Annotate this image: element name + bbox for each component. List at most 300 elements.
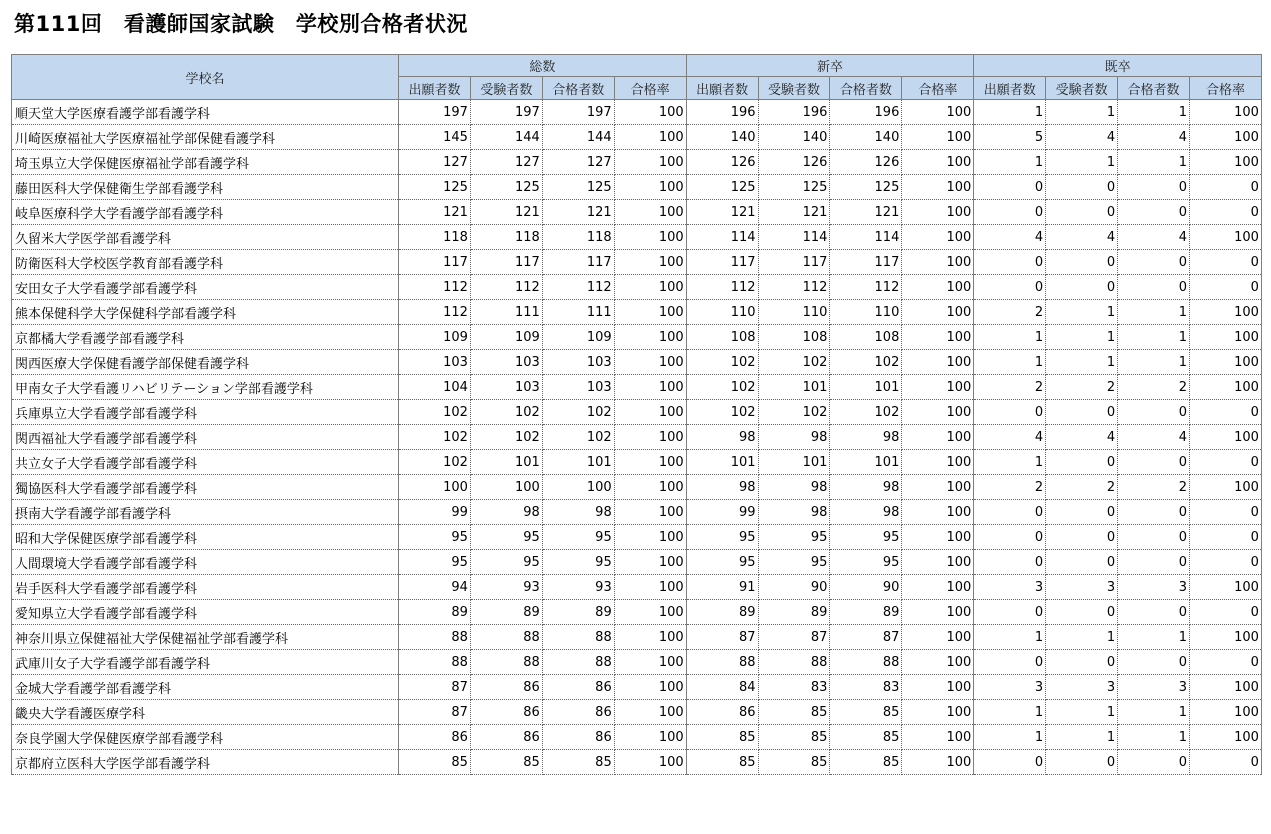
value-cell[interactable]: 100 bbox=[1190, 625, 1262, 650]
value-cell[interactable]: 0 bbox=[1118, 250, 1190, 275]
table-row[interactable] bbox=[12, 275, 1262, 300]
value-cell[interactable]: 98 bbox=[470, 500, 542, 525]
value-cell[interactable]: 1 bbox=[1118, 725, 1190, 750]
value-cell[interactable]: 88 bbox=[399, 650, 471, 675]
value-cell[interactable]: 100 bbox=[1190, 225, 1262, 250]
value-cell[interactable]: 100 bbox=[614, 550, 686, 575]
value-cell[interactable]: 121 bbox=[399, 200, 471, 225]
value-cell[interactable]: 100 bbox=[614, 425, 686, 450]
value-cell[interactable]: 85 bbox=[686, 725, 758, 750]
value-cell[interactable]: 100 bbox=[902, 600, 974, 625]
value-cell[interactable]: 100 bbox=[614, 400, 686, 425]
value-cell[interactable]: 100 bbox=[902, 750, 974, 775]
value-cell[interactable]: 121 bbox=[830, 200, 902, 225]
value-cell[interactable]: 100 bbox=[614, 725, 686, 750]
value-cell[interactable]: 0 bbox=[1190, 275, 1262, 300]
value-cell[interactable]: 100 bbox=[902, 500, 974, 525]
value-cell[interactable]: 0 bbox=[1190, 200, 1262, 225]
value-cell[interactable]: 100 bbox=[902, 725, 974, 750]
value-cell[interactable]: 108 bbox=[830, 325, 902, 350]
school-name-cell[interactable]: 京都橘大学看護学部看護学科 bbox=[12, 325, 399, 350]
school-name-cell[interactable]: 愛知県立大学看護学部看護学科 bbox=[12, 600, 399, 625]
school-name-cell[interactable]: 安田女子大学看護学部看護学科 bbox=[12, 275, 399, 300]
value-cell[interactable]: 100 bbox=[902, 650, 974, 675]
value-cell[interactable]: 117 bbox=[399, 250, 471, 275]
value-cell[interactable]: 0 bbox=[1118, 550, 1190, 575]
column-header[interactable]: 合格者数 bbox=[1118, 77, 1190, 100]
value-cell[interactable]: 110 bbox=[686, 300, 758, 325]
value-cell[interactable]: 100 bbox=[1190, 425, 1262, 450]
column-header[interactable]: 受験者数 bbox=[470, 77, 542, 100]
table-row[interactable] bbox=[12, 425, 1262, 450]
value-cell[interactable]: 102 bbox=[470, 425, 542, 450]
column-header[interactable]: 出願者数 bbox=[399, 77, 471, 100]
table-row[interactable] bbox=[12, 375, 1262, 400]
value-cell[interactable]: 85 bbox=[758, 700, 830, 725]
value-cell[interactable]: 1 bbox=[1118, 300, 1190, 325]
value-cell[interactable]: 88 bbox=[686, 650, 758, 675]
value-cell[interactable]: 95 bbox=[399, 525, 471, 550]
value-cell[interactable]: 88 bbox=[830, 650, 902, 675]
value-cell[interactable]: 144 bbox=[470, 125, 542, 150]
value-cell[interactable]: 86 bbox=[470, 725, 542, 750]
school-name-cell[interactable]: 畿央大学看護医療学科 bbox=[12, 700, 399, 725]
value-cell[interactable]: 85 bbox=[758, 750, 830, 775]
value-cell[interactable]: 0 bbox=[1118, 175, 1190, 200]
value-cell[interactable]: 98 bbox=[758, 475, 830, 500]
value-cell[interactable]: 89 bbox=[470, 600, 542, 625]
value-cell[interactable]: 100 bbox=[614, 375, 686, 400]
value-cell[interactable]: 0 bbox=[1118, 450, 1190, 475]
value-cell[interactable]: 100 bbox=[1190, 125, 1262, 150]
value-cell[interactable]: 144 bbox=[542, 125, 614, 150]
value-cell[interactable]: 0 bbox=[974, 275, 1046, 300]
value-cell[interactable]: 125 bbox=[686, 175, 758, 200]
value-cell[interactable]: 100 bbox=[902, 225, 974, 250]
value-cell[interactable]: 101 bbox=[686, 450, 758, 475]
value-cell[interactable]: 95 bbox=[542, 525, 614, 550]
value-cell[interactable]: 196 bbox=[758, 100, 830, 125]
value-cell[interactable]: 95 bbox=[470, 525, 542, 550]
value-cell[interactable]: 118 bbox=[470, 225, 542, 250]
table-row[interactable] bbox=[12, 750, 1262, 775]
value-cell[interactable]: 0 bbox=[974, 175, 1046, 200]
value-cell[interactable]: 4 bbox=[1046, 225, 1118, 250]
value-cell[interactable]: 0 bbox=[1118, 275, 1190, 300]
value-cell[interactable]: 0 bbox=[974, 200, 1046, 225]
value-cell[interactable]: 101 bbox=[830, 450, 902, 475]
value-cell[interactable]: 91 bbox=[686, 575, 758, 600]
value-cell[interactable]: 102 bbox=[686, 375, 758, 400]
value-cell[interactable]: 100 bbox=[614, 325, 686, 350]
value-cell[interactable]: 86 bbox=[470, 700, 542, 725]
column-header[interactable]: 合格率 bbox=[614, 77, 686, 100]
value-cell[interactable]: 117 bbox=[470, 250, 542, 275]
value-cell[interactable]: 100 bbox=[614, 225, 686, 250]
value-cell[interactable]: 100 bbox=[1190, 700, 1262, 725]
value-cell[interactable]: 112 bbox=[399, 275, 471, 300]
value-cell[interactable]: 0 bbox=[974, 550, 1046, 575]
value-cell[interactable]: 0 bbox=[1118, 650, 1190, 675]
value-cell[interactable]: 100 bbox=[614, 525, 686, 550]
value-cell[interactable]: 2 bbox=[1046, 475, 1118, 500]
value-cell[interactable]: 100 bbox=[902, 250, 974, 275]
value-cell[interactable]: 1 bbox=[1046, 725, 1118, 750]
value-cell[interactable]: 98 bbox=[758, 425, 830, 450]
value-cell[interactable]: 100 bbox=[614, 125, 686, 150]
value-cell[interactable]: 125 bbox=[542, 175, 614, 200]
value-cell[interactable]: 100 bbox=[902, 175, 974, 200]
value-cell[interactable]: 140 bbox=[758, 125, 830, 150]
value-cell[interactable]: 88 bbox=[542, 650, 614, 675]
value-cell[interactable]: 0 bbox=[1190, 175, 1262, 200]
value-cell[interactable]: 1 bbox=[974, 450, 1046, 475]
value-cell[interactable]: 100 bbox=[1190, 100, 1262, 125]
value-cell[interactable]: 196 bbox=[830, 100, 902, 125]
value-cell[interactable]: 125 bbox=[758, 175, 830, 200]
value-cell[interactable]: 89 bbox=[686, 600, 758, 625]
value-cell[interactable]: 101 bbox=[542, 450, 614, 475]
value-cell[interactable]: 1 bbox=[1118, 150, 1190, 175]
value-cell[interactable]: 100 bbox=[902, 325, 974, 350]
value-cell[interactable]: 103 bbox=[399, 350, 471, 375]
school-name-cell[interactable]: 熊本保健科学大学保健科学部看護学科 bbox=[12, 300, 399, 325]
value-cell[interactable]: 4 bbox=[974, 425, 1046, 450]
value-cell[interactable]: 100 bbox=[614, 275, 686, 300]
table-row[interactable] bbox=[12, 225, 1262, 250]
value-cell[interactable]: 85 bbox=[399, 750, 471, 775]
value-cell[interactable]: 126 bbox=[686, 150, 758, 175]
value-cell[interactable]: 3 bbox=[1046, 575, 1118, 600]
value-cell[interactable]: 98 bbox=[542, 500, 614, 525]
value-cell[interactable]: 98 bbox=[830, 425, 902, 450]
value-cell[interactable]: 88 bbox=[470, 625, 542, 650]
value-cell[interactable]: 0 bbox=[1190, 500, 1262, 525]
value-cell[interactable]: 100 bbox=[614, 350, 686, 375]
value-cell[interactable]: 100 bbox=[614, 250, 686, 275]
value-cell[interactable]: 100 bbox=[399, 475, 471, 500]
value-cell[interactable]: 100 bbox=[902, 475, 974, 500]
value-cell[interactable]: 101 bbox=[470, 450, 542, 475]
value-cell[interactable]: 100 bbox=[614, 600, 686, 625]
value-cell[interactable]: 5 bbox=[974, 125, 1046, 150]
value-cell[interactable]: 99 bbox=[399, 500, 471, 525]
value-cell[interactable]: 1 bbox=[1046, 300, 1118, 325]
value-cell[interactable]: 197 bbox=[470, 100, 542, 125]
value-cell[interactable]: 127 bbox=[470, 150, 542, 175]
value-cell[interactable]: 84 bbox=[686, 675, 758, 700]
value-cell[interactable]: 145 bbox=[399, 125, 471, 150]
column-header[interactable]: 出願者数 bbox=[686, 77, 758, 100]
value-cell[interactable]: 95 bbox=[399, 550, 471, 575]
value-cell[interactable]: 0 bbox=[1190, 525, 1262, 550]
value-cell[interactable]: 100 bbox=[902, 125, 974, 150]
value-cell[interactable]: 102 bbox=[686, 350, 758, 375]
value-cell[interactable]: 87 bbox=[830, 625, 902, 650]
group-header[interactable]: 既卒 bbox=[974, 55, 1262, 77]
school-name-cell[interactable]: 川崎医療福祉大学医療福祉学部保健看護学科 bbox=[12, 125, 399, 150]
school-name-cell[interactable]: 岐阜医療科学大学看護学部看護学科 bbox=[12, 200, 399, 225]
value-cell[interactable]: 0 bbox=[1118, 750, 1190, 775]
school-name-cell[interactable]: 兵庫県立大学看護学部看護学科 bbox=[12, 400, 399, 425]
value-cell[interactable]: 127 bbox=[542, 150, 614, 175]
value-cell[interactable]: 103 bbox=[470, 350, 542, 375]
value-cell[interactable]: 0 bbox=[1118, 500, 1190, 525]
value-cell[interactable]: 0 bbox=[1190, 750, 1262, 775]
table-row[interactable] bbox=[12, 400, 1262, 425]
value-cell[interactable]: 95 bbox=[686, 550, 758, 575]
value-cell[interactable]: 86 bbox=[542, 725, 614, 750]
school-name-cell[interactable]: 奈良学園大学保健医療学部看護学科 bbox=[12, 725, 399, 750]
value-cell[interactable]: 85 bbox=[830, 725, 902, 750]
value-cell[interactable]: 0 bbox=[1046, 750, 1118, 775]
school-name-cell[interactable]: 共立女子大学看護学部看護学科 bbox=[12, 450, 399, 475]
value-cell[interactable]: 109 bbox=[470, 325, 542, 350]
value-cell[interactable]: 103 bbox=[470, 375, 542, 400]
value-cell[interactable]: 0 bbox=[974, 500, 1046, 525]
table-row[interactable] bbox=[12, 200, 1262, 225]
value-cell[interactable]: 102 bbox=[399, 400, 471, 425]
table-row[interactable] bbox=[12, 300, 1262, 325]
table-row[interactable] bbox=[12, 650, 1262, 675]
table-row[interactable] bbox=[12, 575, 1262, 600]
value-cell[interactable]: 117 bbox=[830, 250, 902, 275]
column-header[interactable]: 合格率 bbox=[902, 77, 974, 100]
value-cell[interactable]: 102 bbox=[758, 400, 830, 425]
column-header[interactable]: 受験者数 bbox=[758, 77, 830, 100]
value-cell[interactable]: 112 bbox=[542, 275, 614, 300]
value-cell[interactable]: 100 bbox=[614, 500, 686, 525]
value-cell[interactable]: 100 bbox=[1190, 350, 1262, 375]
value-cell[interactable]: 0 bbox=[1190, 600, 1262, 625]
value-cell[interactable]: 1 bbox=[1046, 700, 1118, 725]
value-cell[interactable]: 93 bbox=[542, 575, 614, 600]
value-cell[interactable]: 100 bbox=[614, 300, 686, 325]
school-name-cell[interactable]: 京都府立医科大学医学部看護学科 bbox=[12, 750, 399, 775]
value-cell[interactable]: 100 bbox=[902, 575, 974, 600]
value-cell[interactable]: 86 bbox=[399, 725, 471, 750]
table-row[interactable] bbox=[12, 150, 1262, 175]
value-cell[interactable]: 4 bbox=[1118, 225, 1190, 250]
value-cell[interactable]: 3 bbox=[974, 675, 1046, 700]
value-cell[interactable]: 102 bbox=[542, 425, 614, 450]
value-cell[interactable]: 108 bbox=[686, 325, 758, 350]
value-cell[interactable]: 0 bbox=[1046, 250, 1118, 275]
value-cell[interactable]: 85 bbox=[830, 700, 902, 725]
value-cell[interactable]: 100 bbox=[902, 200, 974, 225]
table-row[interactable] bbox=[12, 675, 1262, 700]
value-cell[interactable]: 100 bbox=[1190, 300, 1262, 325]
value-cell[interactable]: 0 bbox=[1046, 600, 1118, 625]
value-cell[interactable]: 3 bbox=[1118, 675, 1190, 700]
value-cell[interactable]: 1 bbox=[1046, 100, 1118, 125]
value-cell[interactable]: 0 bbox=[1118, 200, 1190, 225]
value-cell[interactable]: 1 bbox=[974, 100, 1046, 125]
value-cell[interactable]: 102 bbox=[399, 425, 471, 450]
value-cell[interactable]: 0 bbox=[1190, 450, 1262, 475]
value-cell[interactable]: 1 bbox=[974, 725, 1046, 750]
value-cell[interactable]: 1 bbox=[974, 700, 1046, 725]
value-cell[interactable]: 114 bbox=[686, 225, 758, 250]
value-cell[interactable]: 100 bbox=[614, 650, 686, 675]
value-cell[interactable]: 0 bbox=[1046, 200, 1118, 225]
table-row[interactable] bbox=[12, 525, 1262, 550]
school-name-cell[interactable]: 神奈川県立保健福祉大学保健福祉学部看護学科 bbox=[12, 625, 399, 650]
value-cell[interactable]: 100 bbox=[1190, 375, 1262, 400]
table-row[interactable] bbox=[12, 500, 1262, 525]
value-cell[interactable]: 109 bbox=[542, 325, 614, 350]
value-cell[interactable]: 4 bbox=[1118, 425, 1190, 450]
table-row[interactable] bbox=[12, 625, 1262, 650]
value-cell[interactable]: 100 bbox=[902, 100, 974, 125]
value-cell[interactable]: 0 bbox=[1046, 500, 1118, 525]
value-cell[interactable]: 1 bbox=[1118, 325, 1190, 350]
value-cell[interactable]: 85 bbox=[542, 750, 614, 775]
value-cell[interactable]: 196 bbox=[686, 100, 758, 125]
value-cell[interactable]: 125 bbox=[470, 175, 542, 200]
value-cell[interactable]: 0 bbox=[1118, 600, 1190, 625]
value-cell[interactable]: 112 bbox=[830, 275, 902, 300]
value-cell[interactable]: 127 bbox=[399, 150, 471, 175]
value-cell[interactable]: 100 bbox=[614, 150, 686, 175]
value-cell[interactable]: 0 bbox=[1046, 550, 1118, 575]
value-cell[interactable]: 88 bbox=[758, 650, 830, 675]
value-cell[interactable]: 112 bbox=[758, 275, 830, 300]
value-cell[interactable]: 104 bbox=[399, 375, 471, 400]
table-row[interactable] bbox=[12, 175, 1262, 200]
value-cell[interactable]: 102 bbox=[399, 450, 471, 475]
school-name-cell[interactable]: 関西福祉大学看護学部看護学科 bbox=[12, 425, 399, 450]
value-cell[interactable]: 102 bbox=[830, 400, 902, 425]
value-cell[interactable]: 111 bbox=[542, 300, 614, 325]
value-cell[interactable]: 102 bbox=[470, 400, 542, 425]
school-name-cell[interactable]: 獨協医科大学看護学部看護学科 bbox=[12, 475, 399, 500]
school-name-cell[interactable]: 武庫川女子大学看護学部看護学科 bbox=[12, 650, 399, 675]
value-cell[interactable]: 1 bbox=[1046, 625, 1118, 650]
table-row[interactable] bbox=[12, 125, 1262, 150]
value-cell[interactable]: 100 bbox=[902, 300, 974, 325]
value-cell[interactable]: 102 bbox=[758, 350, 830, 375]
value-cell[interactable]: 121 bbox=[470, 200, 542, 225]
value-cell[interactable]: 95 bbox=[830, 550, 902, 575]
column-header[interactable]: 受験者数 bbox=[1046, 77, 1118, 100]
value-cell[interactable]: 100 bbox=[1190, 575, 1262, 600]
value-cell[interactable]: 93 bbox=[470, 575, 542, 600]
value-cell[interactable]: 1 bbox=[1046, 150, 1118, 175]
value-cell[interactable]: 86 bbox=[470, 675, 542, 700]
value-cell[interactable]: 95 bbox=[542, 550, 614, 575]
value-cell[interactable]: 85 bbox=[470, 750, 542, 775]
value-cell[interactable]: 110 bbox=[830, 300, 902, 325]
school-name-cell[interactable]: 防衛医科大学校医学教育部看護学科 bbox=[12, 250, 399, 275]
value-cell[interactable]: 103 bbox=[542, 375, 614, 400]
value-cell[interactable]: 100 bbox=[1190, 475, 1262, 500]
value-cell[interactable]: 140 bbox=[830, 125, 902, 150]
value-cell[interactable]: 100 bbox=[902, 625, 974, 650]
value-cell[interactable]: 88 bbox=[470, 650, 542, 675]
value-cell[interactable]: 2 bbox=[974, 475, 1046, 500]
value-cell[interactable]: 83 bbox=[830, 675, 902, 700]
value-cell[interactable]: 0 bbox=[974, 750, 1046, 775]
value-cell[interactable]: 121 bbox=[542, 200, 614, 225]
value-cell[interactable]: 100 bbox=[902, 150, 974, 175]
value-cell[interactable]: 87 bbox=[399, 675, 471, 700]
value-cell[interactable]: 4 bbox=[1046, 125, 1118, 150]
value-cell[interactable]: 1 bbox=[1046, 350, 1118, 375]
value-cell[interactable]: 0 bbox=[1046, 275, 1118, 300]
value-cell[interactable]: 109 bbox=[399, 325, 471, 350]
value-cell[interactable]: 0 bbox=[1046, 450, 1118, 475]
value-cell[interactable]: 100 bbox=[614, 200, 686, 225]
value-cell[interactable]: 100 bbox=[902, 525, 974, 550]
value-cell[interactable]: 4 bbox=[1046, 425, 1118, 450]
school-name-cell[interactable]: 藤田医科大学保健衛生学部看護学科 bbox=[12, 175, 399, 200]
value-cell[interactable]: 95 bbox=[470, 550, 542, 575]
value-cell[interactable]: 102 bbox=[830, 350, 902, 375]
value-cell[interactable]: 85 bbox=[686, 750, 758, 775]
column-header[interactable]: 合格者数 bbox=[542, 77, 614, 100]
value-cell[interactable]: 114 bbox=[758, 225, 830, 250]
value-cell[interactable]: 126 bbox=[830, 150, 902, 175]
value-cell[interactable]: 99 bbox=[686, 500, 758, 525]
value-cell[interactable]: 100 bbox=[614, 475, 686, 500]
value-cell[interactable]: 1 bbox=[974, 325, 1046, 350]
value-cell[interactable]: 89 bbox=[542, 600, 614, 625]
value-cell[interactable]: 102 bbox=[686, 400, 758, 425]
value-cell[interactable]: 108 bbox=[758, 325, 830, 350]
column-header[interactable]: 合格率 bbox=[1190, 77, 1262, 100]
value-cell[interactable]: 100 bbox=[902, 400, 974, 425]
value-cell[interactable]: 1 bbox=[1118, 350, 1190, 375]
value-cell[interactable]: 4 bbox=[974, 225, 1046, 250]
value-cell[interactable]: 101 bbox=[830, 375, 902, 400]
value-cell[interactable]: 89 bbox=[830, 600, 902, 625]
group-header[interactable]: 総数 bbox=[399, 55, 687, 77]
value-cell[interactable]: 98 bbox=[758, 500, 830, 525]
table-row[interactable] bbox=[12, 700, 1262, 725]
value-cell[interactable]: 197 bbox=[399, 100, 471, 125]
value-cell[interactable]: 0 bbox=[1190, 550, 1262, 575]
value-cell[interactable]: 100 bbox=[614, 625, 686, 650]
table-row[interactable] bbox=[12, 600, 1262, 625]
value-cell[interactable]: 1 bbox=[1046, 325, 1118, 350]
value-cell[interactable]: 0 bbox=[1118, 525, 1190, 550]
value-cell[interactable]: 118 bbox=[399, 225, 471, 250]
value-cell[interactable]: 0 bbox=[974, 525, 1046, 550]
value-cell[interactable]: 100 bbox=[614, 575, 686, 600]
value-cell[interactable]: 98 bbox=[830, 475, 902, 500]
value-cell[interactable]: 83 bbox=[758, 675, 830, 700]
school-name-cell[interactable]: 人間環境大学看護学部看護学科 bbox=[12, 550, 399, 575]
value-cell[interactable]: 118 bbox=[542, 225, 614, 250]
value-cell[interactable]: 101 bbox=[758, 450, 830, 475]
value-cell[interactable]: 86 bbox=[542, 700, 614, 725]
value-cell[interactable]: 87 bbox=[399, 700, 471, 725]
value-cell[interactable]: 88 bbox=[542, 625, 614, 650]
table-row[interactable] bbox=[12, 725, 1262, 750]
value-cell[interactable]: 117 bbox=[542, 250, 614, 275]
value-cell[interactable]: 2 bbox=[1046, 375, 1118, 400]
value-cell[interactable]: 110 bbox=[758, 300, 830, 325]
value-cell[interactable]: 1 bbox=[974, 350, 1046, 375]
value-cell[interactable]: 0 bbox=[1046, 175, 1118, 200]
value-cell[interactable]: 95 bbox=[686, 525, 758, 550]
value-cell[interactable]: 89 bbox=[758, 600, 830, 625]
value-cell[interactable]: 98 bbox=[686, 475, 758, 500]
school-name-cell[interactable]: 甲南女子大学看護リハビリテーション学部看護学科 bbox=[12, 375, 399, 400]
table-row[interactable] bbox=[12, 325, 1262, 350]
value-cell[interactable]: 100 bbox=[902, 350, 974, 375]
